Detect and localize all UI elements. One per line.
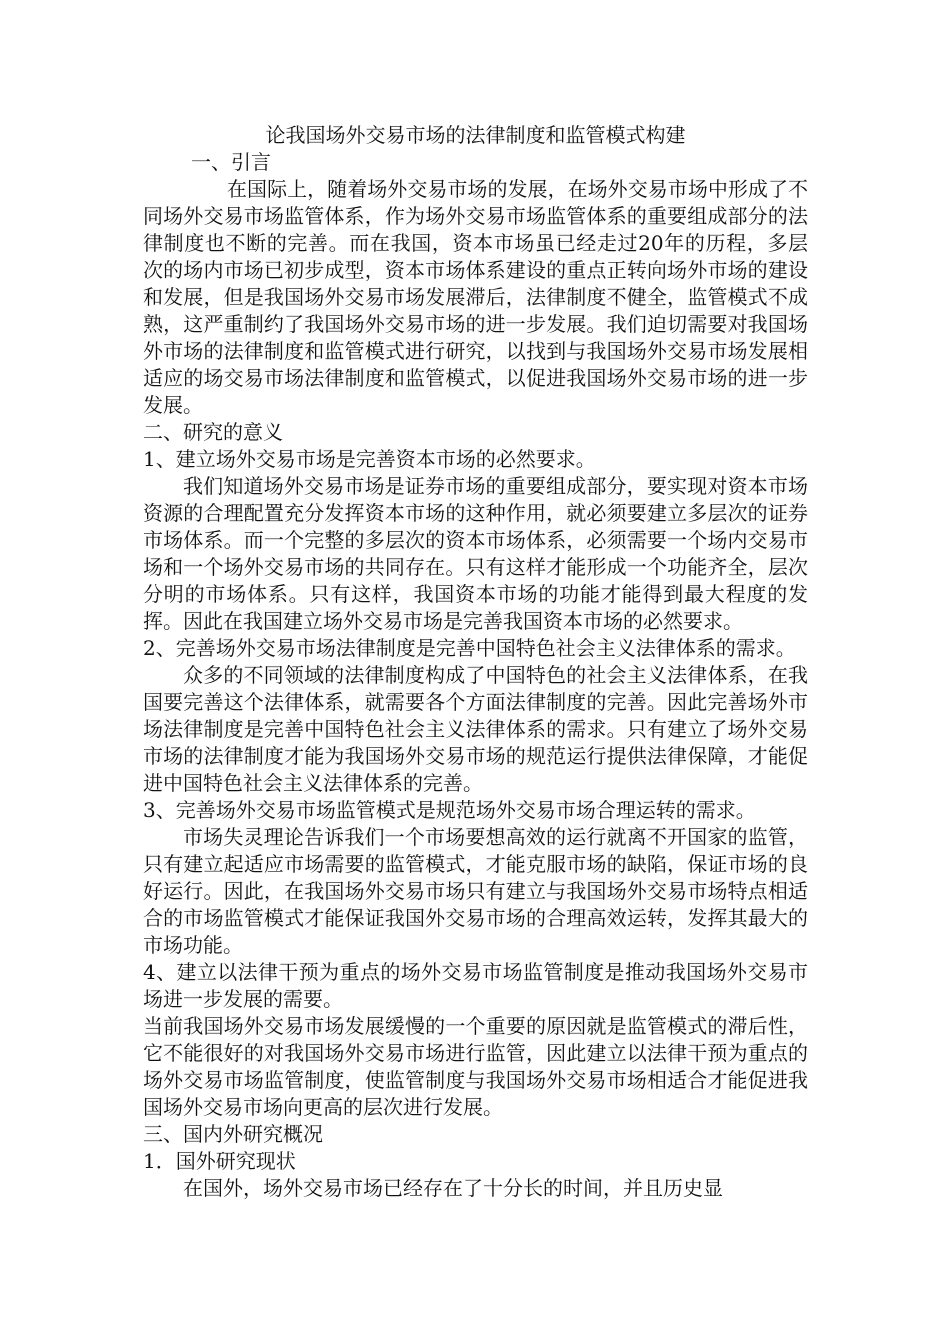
document-body [143,122,808,1202]
paragraph: 市场失灵理论告诉我们一个市场要想高效的运行就离不开国家的监管，只有建立起适应市场需要的监管模式，才能克服市场的缺陷，保证市场的良好运行。因此，在我国场外交易市场只有建立与我国场外交易市场特点相适合的市场监管模式才能保证我国外交易市场的合理高效运转，发挥其最大的市场功能。 [143,825,808,957]
subsection-heading: 1．国外研究现状 [143,1149,296,1173]
paragraph: 当前我国场外交易市场发展缓慢的一个重要的原因就是监管模式的滞后性，它不能很好的对我国场外交易市场进行监管，因此建立以法律干预为重点的场外交易市场监管制度，使监管制度与我国场外交易市场相适合才能促进我国场外交易市场向更高的层次进行发展。 [143,1014,808,1119]
paragraph: 我们知道场外交易市场是证券市场的重要组成部分，要实现对资本市场资源的合理配置充分发挥资本市场的这种作用，就必须要建立多层次的证券市场体系。而一个完整的多层次的资本市场体系，必须需要一个场内交易市场和一个场外交易市场的共同存在。只有这样才能形成一个功能齐全，层次分明的市场体系。只有这样，我国资本市场的功能才能得到最大程度的发挥。因此在我国建立场外交易市场是完善我国资本市场的必然要求。 [143,474,808,633]
subsection-heading: 1、建立场外交易市场是完善资本市场的必然要求。 [143,447,596,471]
paragraph: 在国外，场外交易市场已经存在了十分长的时间，并且历史显 [183,1176,723,1200]
section-heading-introduction: 一、引言 [191,150,271,174]
subsection-heading: 3、完善场外交易市场监管模式是规范场外交易市场合理运转的需求。 [143,798,756,822]
paragraph: 众多的不同领域的法律制度构成了中国特色的社会主义法律体系，在我国要完善这个法律体系，就需要各个方面法律制度的完善。因此完善场外市场法律制度是完善中国特色社会主义法律体系的需求。只有建立了场外交易市场的法律制度才能为我国场外交易市场的规范运行提供法律保障，才能促进中国特色社会主义法律体系的完善。 [143,663,808,795]
paragraph: 在国际上，随着场外交易市场的发展，在场外交易市场中形成了不同场外交易市场监管体系，作为场外交易市场监管体系的重要组成部分的法律制度也不断的完善。而在我国，资本市场虽已经走过20年的历程，多层次的场内市场已初步成型，资本市场体系建设的重点正转向场外市场的建设和发展，但是我国场外交易市场发展滞后，法律制度不健全，监管模式不成熟，这严重制约了我国场外交易市场的进一步发展。我们迫切需要对我国场外市场的法律制度和监管模式进行研究，以找到与我国场外交易市场发展相适应的场交易市场法律制度和监管模式，以促进我国场外交易市场的进一步发展。 [143,177,808,417]
subsection-heading: 2、完善场外交易市场法律制度是完善中国特色社会主义法律体系的需求。 [143,636,796,660]
document-title: 论我国场外交易市场的法律制度和监管模式构建 [265,123,686,147]
section-heading-research-overview: 三、国内外研究概况 [143,1122,323,1146]
subsection-heading: 4、建立以法律干预为重点的场外交易市场监管制度是推动我国场外交易市场进一步发展的需要。 [143,960,808,1011]
section-heading-significance: 二、研究的意义 [143,420,283,444]
